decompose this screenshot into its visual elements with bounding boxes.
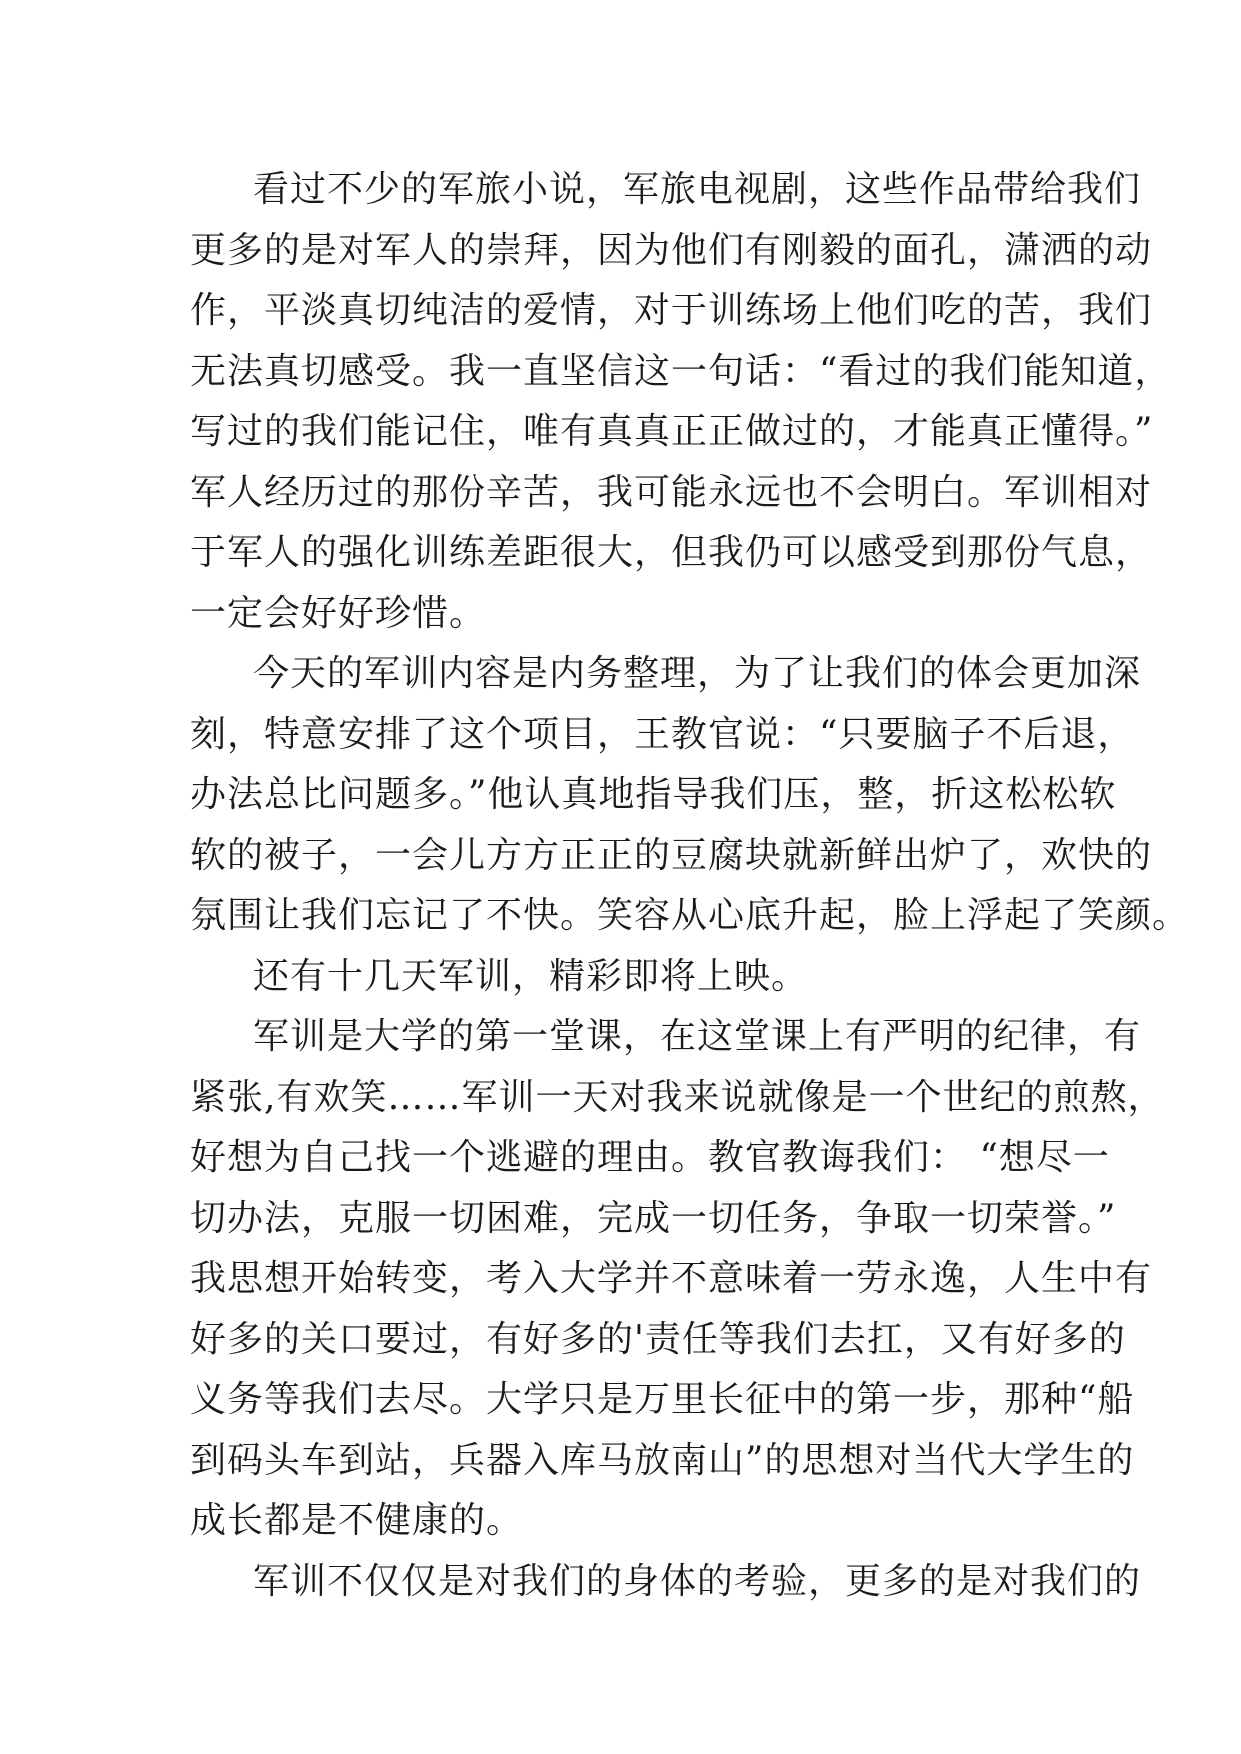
- text-line: 紧张,有欢笑……军训一天对我来说就像是一个世纪的煎熬，: [190, 1076, 1165, 1118]
- text-line: 好多的关口要过，有好多的'责任等我们去扛，又有好多的: [190, 1318, 1126, 1360]
- text-line: 于军人的强化训练差距很大，但我仍可以感受到那份气息，: [190, 532, 1153, 573]
- text-line: 到码头车到站，兵器入库马放南山”的思想对当代大学生的: [190, 1439, 1135, 1481]
- text-line: 还有十几天军训，精彩即将上映。: [253, 955, 809, 997]
- text-line: 好想为自己找一个逃避的理由。教官教诲我们： “想尽一: [190, 1137, 1110, 1178]
- text-line: 成长都是不健康的。: [190, 1500, 524, 1541]
- text-line: 刻，特意安排了这个项目，王教官说：“只要脑子不后退，: [190, 713, 1135, 755]
- text-line: 军训不仅仅是对我们的身体的考验，更多的是对我们的: [253, 1560, 1142, 1602]
- text-line: 氛围让我们忘记了不快。笑容从心底升起，脸上浮起了笑颜。: [190, 895, 1190, 936]
- text-line: 更多的是对军人的崇拜，因为他们有刚毅的面孔，潇洒的动: [190, 229, 1153, 271]
- text-line: 今天的军训内容是内务整理，为了让我们的体会更加深: [253, 653, 1142, 694]
- document-body: [190, 160, 1190, 1612]
- text-line: 军人经历过的那份辛苦，我可能永远也不会明白。军训相对: [190, 471, 1153, 513]
- text-line: 办法总比问题多。”他认真地指导我们压，整，折这松松软: [190, 774, 1117, 815]
- text-line: 软的被子，一会儿方方正正的豆腐块就新鲜出炉了，欢快的: [190, 834, 1153, 876]
- text-line: 切办法，克服一切困难，完成一切任务，争取一切荣誉。”: [190, 1197, 1117, 1239]
- text-line: 作，平淡真切纯洁的爱情，对于训练场上他们吃的苦，我们: [190, 290, 1153, 331]
- text-line: 义务等我们去尽。大学只是万里长征中的第一步，那种“船: [190, 1379, 1135, 1420]
- text-line: 无法真切感受。我一直坚信这一句话：“看过的我们能知道，: [190, 350, 1172, 392]
- text-line: 军训是大学的第一堂课，在这堂课上有严明的纪律，有: [253, 1016, 1142, 1057]
- text-line: 一定会好好珍惜。: [190, 592, 487, 634]
- text-line: 看过不少的军旅小说，军旅电视剧，这些作品带给我们: [253, 169, 1142, 210]
- text-line: 写过的我们能记住，唯有真真正正做过的，才能真正懂得。”: [190, 411, 1154, 452]
- text-line: 我思想开始转变，考入大学并不意味着一劳永逸，人生中有: [190, 1258, 1153, 1299]
